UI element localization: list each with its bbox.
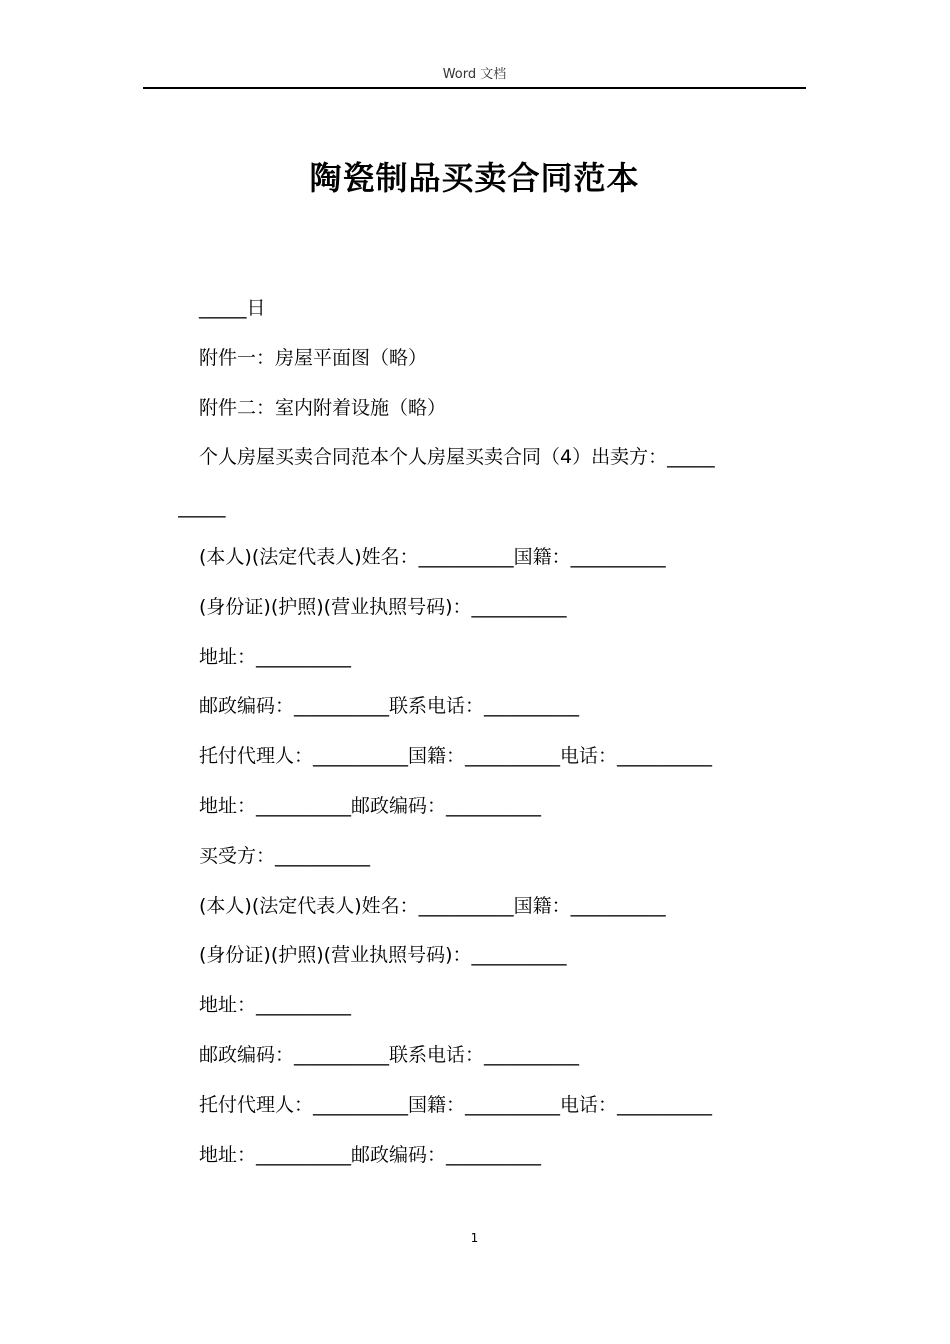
paragraph-buyer-name: (本人)(法定代表人)姓名：__________国籍：__________ — [199, 894, 666, 917]
paragraph-buyer-id: (身份证)(护照)(营业执照号码)：__________ — [199, 944, 567, 967]
paragraph-seller-postal-phone: 邮政编码：__________联系电话：__________ — [199, 695, 580, 718]
paragraph-attachment-2: 附件二：室内附着设施（略） — [199, 396, 447, 419]
page-number: 1 — [470, 1231, 479, 1245]
paragraph-buyer-agent-address: 地址：__________邮政编码：__________ — [199, 1143, 542, 1166]
paragraph-seller-id: (身份证)(护照)(营业执照号码)：__________ — [199, 595, 567, 618]
paragraph-attachment-1: 附件一：房屋平面图（略） — [199, 346, 428, 369]
paragraph-seller-address: 地址：__________ — [199, 645, 352, 668]
paragraph-date-line: _____日 — [199, 297, 266, 319]
paragraph-buyer: 买受方：__________ — [199, 844, 371, 867]
page-header: Word 文档 — [442, 67, 507, 82]
header-divider — [143, 87, 806, 89]
paragraph-contract-intro-continued: _____ — [178, 496, 226, 519]
paragraph-buyer-postal-phone: 邮政编码：__________联系电话：__________ — [199, 1043, 580, 1066]
document-title: 陶瓷制品买卖合同范本 — [309, 159, 640, 197]
paragraph-buyer-agent: 托付代理人：__________国籍：__________电话：__________ — [199, 1093, 713, 1116]
paragraph-buyer-address: 地址：__________ — [199, 994, 352, 1017]
paragraph-seller-agent: 托付代理人：__________国籍：__________电话：__________ — [199, 745, 713, 768]
document-body — [178, 284, 808, 1180]
paragraph-contract-intro: 个人房屋买卖合同范本个人房屋买卖合同（4）出卖方：_____ — [199, 446, 715, 469]
paragraph-seller-agent-address: 地址：__________邮政编码：__________ — [199, 794, 542, 817]
paragraph-seller-name: (本人)(法定代表人)姓名：__________国籍：__________ — [199, 545, 666, 568]
